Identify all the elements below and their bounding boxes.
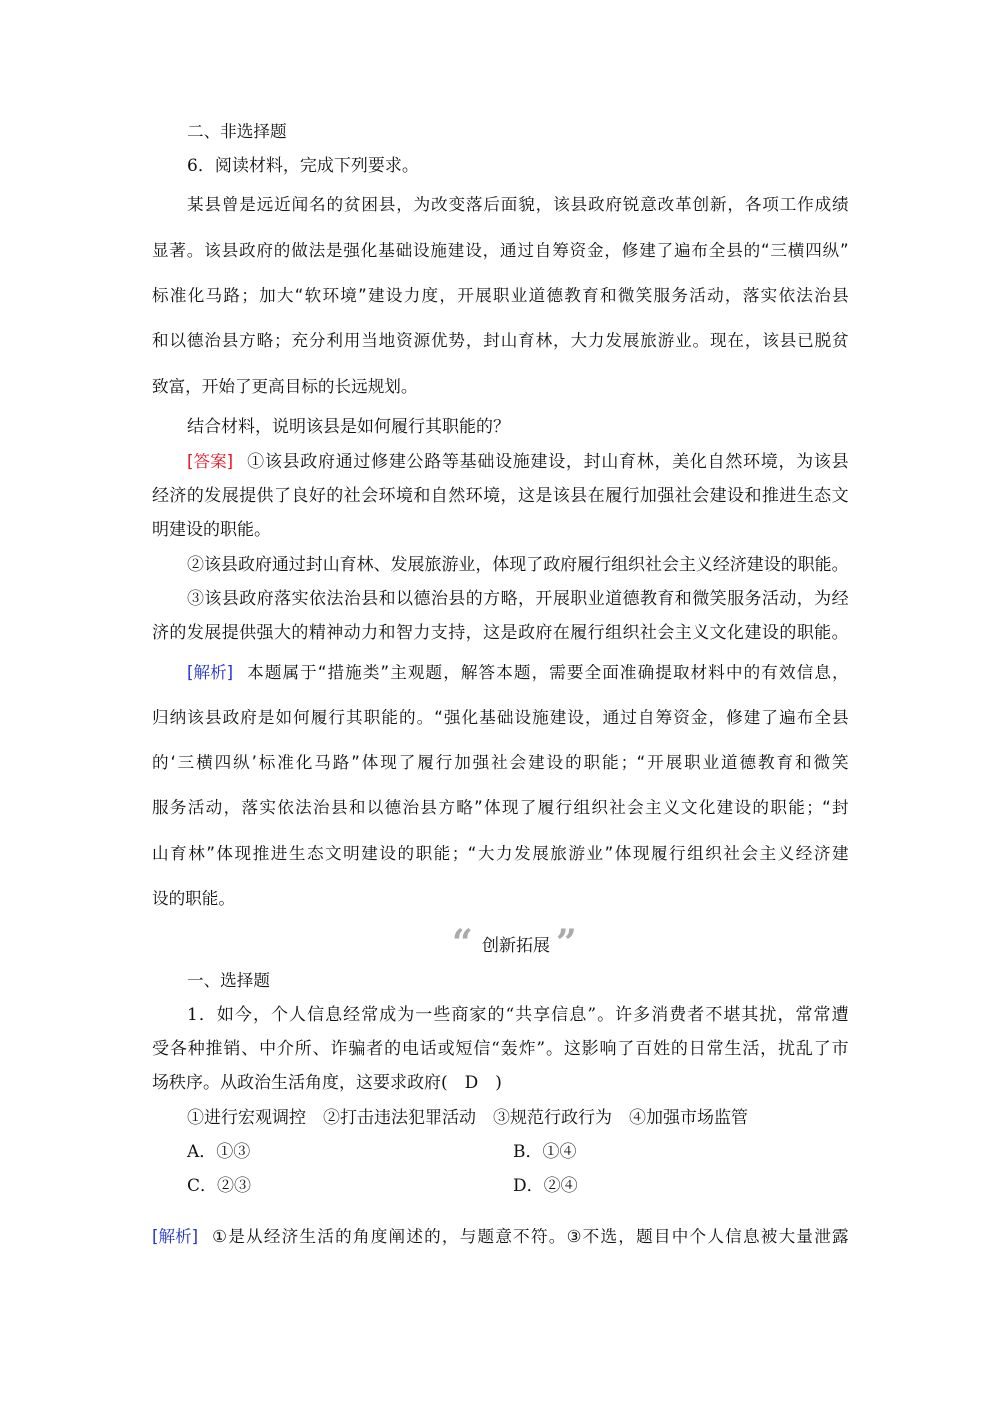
analysis-label: [解析] [152,1227,199,1246]
analysis-text: 本题属于“措施类”主观题，解答本题，需要全面准确提取材料中的有效信息， [247,663,848,682]
material-line: 标准化马路；加大“软环境”建设力度，开展职业道德教育和微笑服务活动，落实依法治县 [152,286,848,305]
question-stem-line: 受各种推销、中介所、诈骗者的电话或短信“轰炸”。这影响了百姓的日常生活，扰乱了市 [152,1039,848,1059]
quote-open-icon: “ [452,922,473,964]
answer-line: 济的发展提供强大的精神动力和智力支持，这是政府在履行组织社会主义文化建设的职能。 [152,623,848,643]
answer-line: 经济的发展提供了良好的社会环境和自然环境，这是该县在履行加强社会建设和推进生态文 [152,486,848,506]
material-line: 显著。该县政府的做法是强化基础设施建设，通过自筹资金，修建了遍布全县的“三横四纵” [152,241,848,260]
section-heading: 一、选择题 [187,971,270,990]
section-heading: 二、非选择题 [187,122,287,141]
question-prompt: 结合材料，说明该县是如何履行其职能的？ [187,417,510,437]
material-line: 某县曾是远近闻名的贫困县，为改变落后面貌，该县政府锐意改革创新，各项工作成绩 [187,195,848,214]
analysis-label: [解析] [187,663,234,682]
answer-line [187,451,848,473]
analysis-line: 设的职能。 [152,889,235,908]
analysis-line: 的‘三横四纵’标准化马路”体现了履行加强社会建设的职能；“开展职业道德教育和微笑 [152,753,848,772]
answer-line: 明建设的职能。 [152,520,271,540]
option-d: D．②④ [513,1176,578,1196]
section-banner [452,922,584,964]
quote-close-icon: ” [556,922,577,964]
option-a: A．①③ [187,1142,251,1162]
question-stem-line: 1．如今，个人信息经常成为一些商家的“共享信息”。许多消费者不堪其扰，常常遭 [187,1005,848,1025]
option-c: C．②③ [187,1176,252,1196]
banner-title: 创新拓展 [482,936,550,956]
analysis-text: ①是从经济生活的角度阐述的，与题意不符。③不选，题目中个人信息被大量泄露 [212,1227,848,1246]
material-line: 致富，开始了更高目标的长远规划。 [152,377,418,396]
answer-label: [答案] [187,452,234,471]
option-b: B．①④ [513,1142,577,1162]
question-items: ①进行宏观调控 ②打击违法犯罪活动 ③规范行政行为 ④加强市场监管 [187,1108,748,1128]
answer-line: ②该县政府通过封山育林、发展旅游业，体现了政府履行组织社会主义经济建设的职能。 [187,555,848,575]
analysis-line: 归纳该县政府是如何履行其职能的。“强化基础设施建设，通过自筹资金，修建了遍布全县 [152,708,848,727]
analysis-line: 山育林”体现推进生态文明建设的职能；“大力发展旅游业”体现履行组织社会主义经济建 [152,844,848,863]
analysis-line [152,1226,848,1248]
answer-text: ①该县政府通过修建公路等基础设施建设，封山育林，美化自然环境，为该县 [247,452,848,472]
analysis-line: 服务活动，落实依法治县和以德治县方略”体现了履行组织社会主义文化建设的职能；“封 [152,798,848,817]
question-stem: 6．阅读材料，完成下列要求。 [187,156,419,176]
analysis-line [187,662,848,684]
answer-line: ③该县政府落实依法治县和以德治县的方略，开展职业道德教育和微笑服务活动，为经 [187,589,848,609]
material-line: 和以德治县方略；充分利用当地资源优势，封山育林，大力发展旅游业。现在，该县已脱贫 [152,331,848,350]
question-stem-line: 场秩序。从政治生活角度，这要求政府( D ) [152,1073,502,1093]
